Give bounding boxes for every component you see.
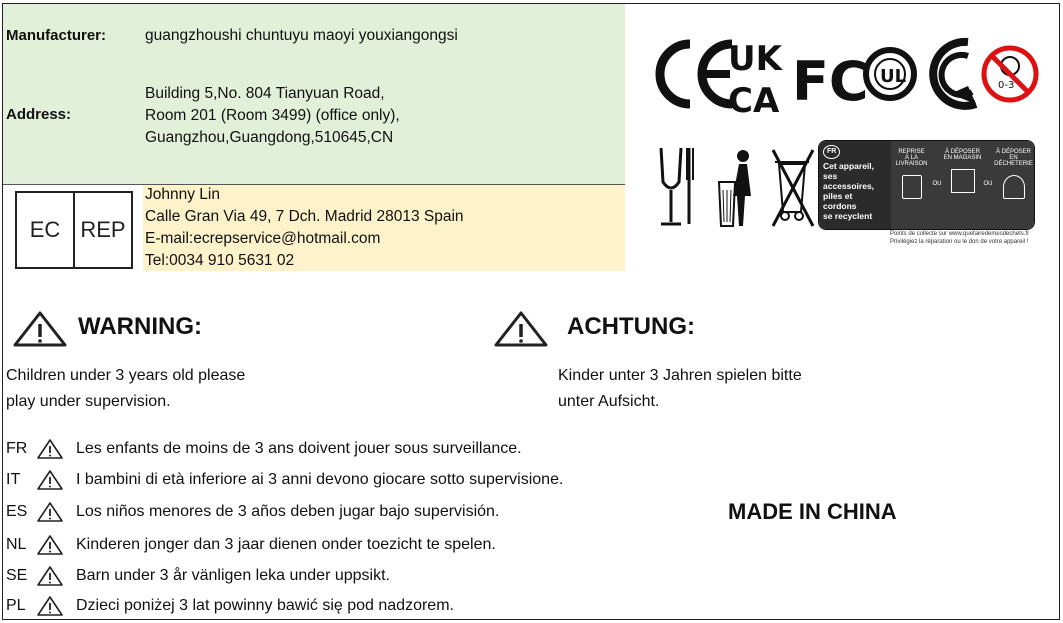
language-code: FR (6, 440, 28, 457)
triman-col-delivery (891, 141, 932, 229)
warning-title: WARNING: (78, 313, 202, 340)
warning-line: Children under 3 years old please (6, 367, 246, 384)
ec-rep-name: Johnny Lin (145, 186, 220, 203)
language-row (6, 591, 454, 621)
hand-truck-icon (902, 175, 922, 199)
triman-footer-1: Points de collecte sur www.quefairedemesdechets.fr (890, 231, 1030, 237)
ec-rep-street: Calle Gran Via 49, 7 Dch. Madrid 28013 Spain (145, 208, 464, 225)
warning-triangle-icon (12, 310, 68, 348)
age-text: 0-3 (998, 80, 1015, 91)
language-row (6, 434, 522, 464)
triman-col3-line1: À DÉPOSER (995, 149, 1031, 155)
language-code: PL (6, 597, 26, 614)
warning-triangle-icon (36, 595, 76, 617)
ul-text: UL (880, 66, 907, 87)
manufacturer-label: Manufacturer: (6, 27, 107, 44)
language-text: Dzieci poniżej 3 lat powinny bawić się pod nadzorem. (76, 597, 454, 614)
language-text: Kinderen jonger dan 3 jaar dienen onder toezicht te spelen. (76, 536, 496, 553)
ec-rep-details (145, 184, 464, 272)
triman-text-2: ses accessoires, (823, 171, 875, 191)
language-row (6, 530, 496, 560)
triman-fr-badge: FR (823, 145, 840, 159)
warning-triangle-icon (36, 469, 76, 491)
language-code: NL (6, 536, 27, 553)
warning-line: play under supervision. (6, 393, 171, 410)
address-line: Building 5,No. 804 Tianyuan Road, (145, 85, 385, 102)
language-code: IT (6, 471, 21, 488)
ukca-mark-icon (728, 39, 784, 120)
achtung-triangle-icon (493, 310, 549, 348)
warning-triangle-icon (36, 534, 76, 556)
triman-col2-line2: EN MAGASIN (943, 155, 982, 161)
achtung-line: unter Aufsicht. (558, 393, 660, 410)
triman-or-2: OU (983, 181, 993, 187)
language-text: Barn under 3 år vänligen leka under uppsikt. (76, 567, 390, 584)
language-text: Les enfants de moins de 3 ans doivent jouer sous surveillance. (76, 440, 522, 457)
ukca-bottom: CA (728, 81, 780, 120)
ec-rep-symbol (15, 191, 133, 269)
warning-triangle-icon (36, 438, 76, 460)
ec-rep-left: EC (29, 217, 61, 242)
triman-text-4: se recyclent (823, 211, 873, 221)
address-label: Address: (6, 106, 72, 123)
triman-right (891, 141, 1034, 229)
made-in-china: MADE IN CHINA (728, 499, 897, 524)
fcc-text: FC (792, 50, 869, 113)
triman-col1-line2: À LA LIVRAISON (895, 155, 928, 167)
ec-rep-right: REP (73, 193, 131, 267)
manufacturer-value: guangzhoushi chuntuyu maoyi youxiangongsi (145, 27, 458, 44)
tidyman-icon (719, 150, 751, 226)
achtung-text (558, 363, 802, 415)
triman-col-store (942, 141, 983, 229)
warning-triangle-icon (36, 501, 76, 523)
language-row (6, 497, 499, 527)
warning-triangle-icon (36, 565, 76, 587)
chinese-recycle-mark-icon (933, 42, 976, 106)
language-text: I bambini di età inferiore ai 3 anni devono giocare sotto supervisione. (76, 471, 564, 488)
address-value (145, 83, 400, 149)
address-line: Room 201 (Room 3499) (office only), (145, 107, 400, 124)
achtung-title: ACHTUNG: (567, 313, 695, 340)
ukca-top: UK (728, 39, 782, 79)
ce-mark-icon (660, 44, 732, 104)
triman-footer (890, 230, 1029, 246)
age-warning-icon (984, 48, 1036, 100)
ec-rep-tel: Tel:0034 910 5631 02 (145, 252, 295, 269)
triman-col-dump (993, 141, 1034, 229)
triman-col1-line1: REPRISE (898, 149, 925, 155)
triman-col2-line1: À DÉPOSER (944, 149, 980, 155)
language-row (6, 561, 390, 591)
ec-rep-email: E-mail:ecrepservice@hotmail.com (145, 230, 381, 247)
triman-footer-2: Privilégiez la réparation ou le don de votre appareil ! (890, 239, 1029, 245)
shop-icon (951, 169, 975, 193)
triman-col3-line2: EN DÉCHETERIE (994, 155, 1033, 167)
triman-left (819, 141, 891, 229)
weee-bin-icon (773, 150, 813, 226)
address-line: Guangzhou,Guangdong,510645,CN (145, 129, 394, 146)
achtung-line: Kinder unter 3 Jahren spielen bitte (558, 367, 802, 384)
triman-info-panel (818, 140, 1035, 230)
ul-mark-icon (866, 50, 914, 98)
language-row (6, 465, 563, 495)
warning-text (6, 363, 245, 415)
triman-text-1: Cet appareil, (823, 161, 875, 171)
fcc-mark-icon (792, 50, 869, 113)
certification-marks (650, 24, 1050, 120)
language-text: Los niños menores de 3 años deben jugar bajo supervisión. (76, 503, 500, 520)
triman-or-1: OU (932, 181, 942, 187)
disposal-symbols (655, 142, 815, 232)
language-code: SE (6, 567, 28, 584)
recycling-center-icon (1003, 175, 1025, 199)
language-code: ES (6, 503, 28, 520)
food-safe-icon (661, 148, 693, 224)
triman-text-3: piles et cordons (823, 191, 857, 211)
